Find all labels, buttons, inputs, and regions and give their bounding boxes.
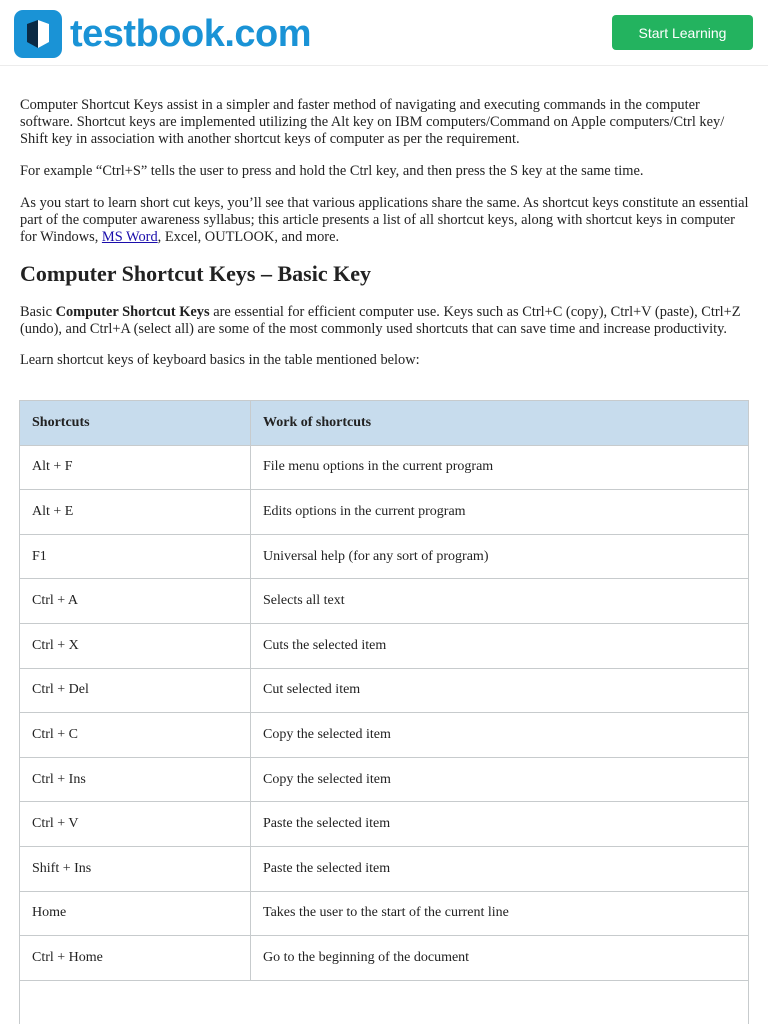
shortcut-cell: Ctrl + Del [20, 668, 251, 713]
header-shortcuts: Shortcuts [20, 401, 251, 446]
description-cell: Paste the selected item [251, 846, 749, 891]
shortcut-cell: Alt + E [20, 490, 251, 535]
section-heading: Computer Shortcut Keys – Basic Key [20, 261, 371, 286]
description-cell: Cut selected item [251, 668, 749, 713]
shortcut-cell: Ctrl + Ins [20, 757, 251, 802]
description-cell: File menu options in the current program [251, 445, 749, 490]
shortcut-cell: Ctrl + V [20, 802, 251, 847]
description-cell: Copy the selected item [251, 713, 749, 758]
site-header [0, 0, 768, 66]
description-cell: Copy the selected item [251, 757, 749, 802]
table-row [20, 445, 749, 490]
testbook-logo[interactable] [14, 10, 311, 58]
start-learning-button[interactable]: Start Learning [612, 15, 753, 50]
table-header-row [20, 401, 749, 446]
basic-text-start: Basic [20, 304, 56, 320]
shortcut-cell: Shift + Ins [20, 846, 251, 891]
table-partial-row [19, 978, 749, 1024]
shortcut-cell: Home [20, 891, 251, 936]
description-cell: Selects all text [251, 579, 749, 624]
intro-paragraph-1: Computer Shortcut Keys assist in a simpler and faster method of navigating and executing commands in the computer software. Shortcut keys are implemented utilizing the Alt key on IBM computers/Command on Apple computers/Ctrl key/ Shift key in association with another shortcut keys of computer as per the requirement. [20, 97, 725, 147]
ms-word-link[interactable]: MS Word [101, 229, 158, 245]
table-row [20, 713, 749, 758]
table-body [20, 445, 749, 980]
shortcut-cell: F1 [20, 534, 251, 579]
table-row [20, 757, 749, 802]
header-work: Work of shortcuts [251, 401, 749, 446]
shortcut-cell: Ctrl + Home [20, 936, 251, 981]
basic-text-end: are essential for efficient computer use. Keys such as Ctrl+C (copy), Ctrl+V (paste), Ctrl+Z (undo), and Ctrl+A (select all) are some of the most commonly used shortcuts that can save time and increase productivity. [20, 304, 741, 337]
table-intro: Learn shortcut keys of keyboard basics in the table mentioned below: [20, 352, 420, 368]
description-cell: Universal help (for any sort of program) [251, 534, 749, 579]
shortcut-cell: Ctrl + C [20, 713, 251, 758]
shortcut-cell: Ctrl + A [20, 579, 251, 624]
table-row [20, 579, 749, 624]
table-row [20, 534, 749, 579]
intro-3-text: As you start to learn short cut keys, you’ll see that various applications share the same. As shortcut keys constitute an essential part of the computer awareness syllabus; this article presents a list of all shortcut keys, along with shortcut keys in computer for Windows, [20, 195, 749, 245]
table-row [20, 802, 749, 847]
table-row [20, 846, 749, 891]
table-row [20, 668, 749, 713]
description-cell: Paste the selected item [251, 802, 749, 847]
shortcut-table [19, 400, 749, 981]
description-cell: Takes the user to the start of the current line [251, 891, 749, 936]
book-icon [14, 10, 62, 58]
logo-text: testbook.com [70, 13, 312, 55]
description-cell: Edits options in the current program [251, 490, 749, 535]
shortcut-cell: Ctrl + X [20, 623, 251, 668]
table-row [20, 936, 749, 981]
intro-3-tail: , Excel, OUTLOOK, and more. [157, 229, 340, 245]
article-body [20, 97, 750, 383]
intro-paragraph-2: For example “Ctrl+S” tells the user to press and hold the Ctrl key, and then press the S key at the same time. [20, 163, 644, 179]
table-row [20, 623, 749, 668]
basic-keys-paragraph [20, 304, 750, 338]
description-cell: Cuts the selected item [251, 623, 749, 668]
shortcut-cell: Alt + F [20, 445, 251, 490]
intro-paragraph-3 [20, 195, 750, 246]
basic-text-bold: Computer Shortcut Keys [55, 304, 210, 320]
table-row [20, 891, 749, 936]
description-cell: Go to the beginning of the document [251, 936, 749, 981]
table-row [20, 490, 749, 535]
